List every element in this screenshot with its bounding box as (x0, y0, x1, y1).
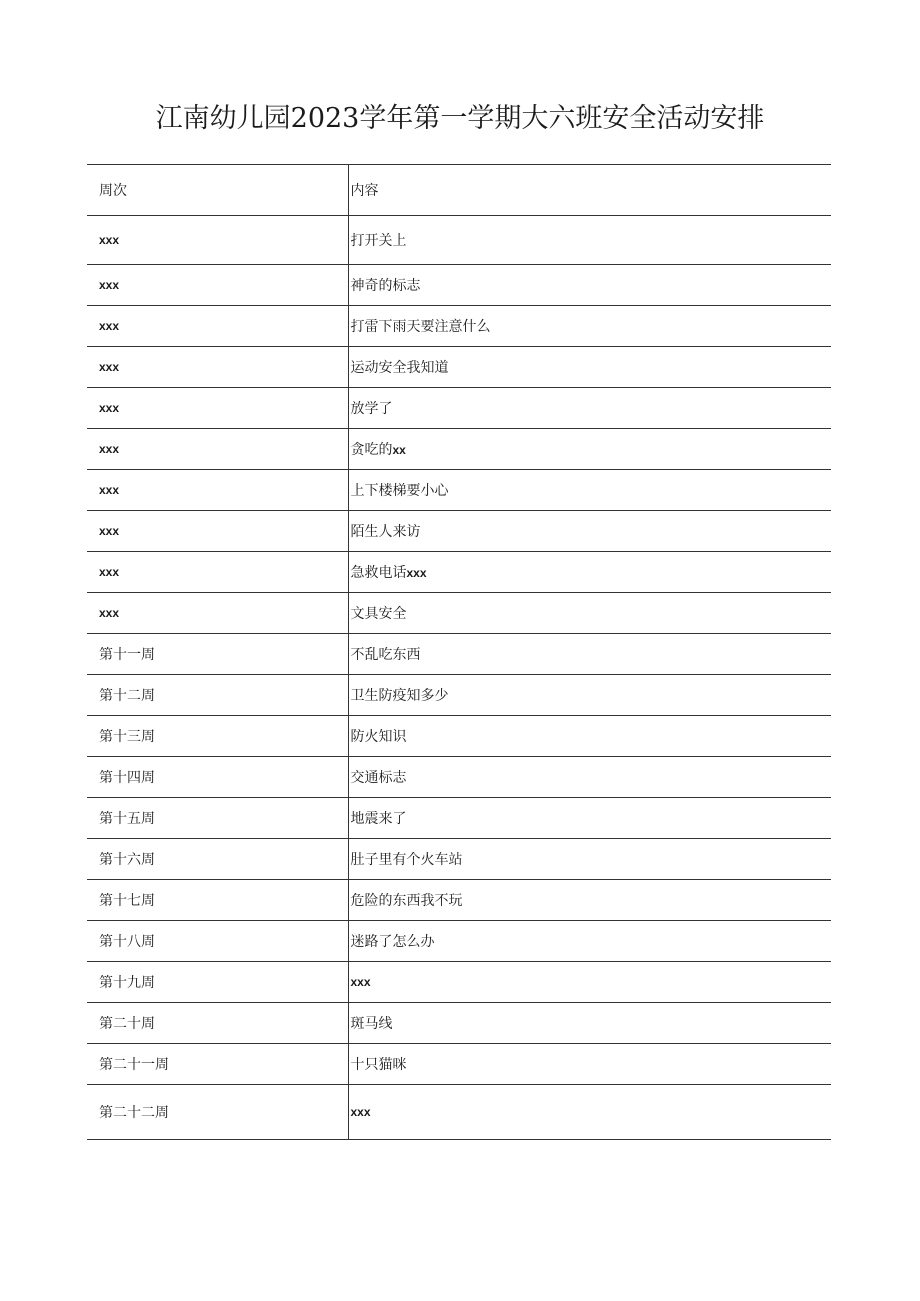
header-week: 周次 (99, 183, 127, 199)
week-cell: xxx (99, 233, 120, 247)
week-cell: 第二十二周 (99, 1105, 169, 1121)
week-cell: 第十八周 (99, 934, 155, 950)
table-row (87, 552, 831, 593)
activity-cell: 放学了 (348, 388, 831, 429)
week-cell: xxx (99, 401, 120, 415)
table-row (87, 265, 831, 306)
table-row (87, 921, 831, 962)
table-row (87, 675, 831, 716)
week-cell: xxx (99, 524, 120, 538)
table-row (87, 216, 831, 265)
activity-cell: xxx (348, 1085, 831, 1140)
page-title: 江南幼儿园2023学年第一学期大六班安全活动安排 (155, 103, 765, 134)
activity-cell: 文具安全 (348, 593, 831, 634)
activity-cell: 斑马线 (348, 1003, 831, 1044)
table-row (87, 347, 831, 388)
table-row (87, 757, 831, 798)
activity-cell: 地震来了 (348, 798, 831, 839)
table-row (87, 798, 831, 839)
week-cell: xxx (99, 319, 120, 333)
table-row (87, 716, 831, 757)
week-cell: xxx (99, 606, 120, 620)
week-cell: 第十七周 (99, 893, 155, 909)
activity-cell: 卫生防疫知多少 (348, 675, 831, 716)
activity-cell: 打开关上 (348, 216, 831, 265)
week-cell: 第十三周 (99, 729, 155, 745)
activity-cell: 迷路了怎么办 (348, 921, 831, 962)
table-row (87, 1085, 831, 1140)
week-cell: xxx (99, 483, 120, 497)
activity-cell: xxx (348, 962, 831, 1003)
header-content: 内容 (348, 165, 831, 216)
table-row (87, 1003, 831, 1044)
table-row (87, 470, 831, 511)
table-row (87, 306, 831, 347)
activity-cell: 急救电话xxx (348, 552, 831, 593)
week-cell: xxx (99, 278, 120, 292)
activity-cell: 上下楼梯要小心 (348, 470, 831, 511)
week-cell: 第十一周 (99, 647, 155, 663)
activity-cell: 危险的东西我不玩 (348, 880, 831, 921)
activity-cell: 运动安全我知道 (348, 347, 831, 388)
activity-cell: 不乱吃东西 (348, 634, 831, 675)
activity-cell: 肚子里有个火车站 (348, 839, 831, 880)
table-row (87, 634, 831, 675)
schedule-body (87, 165, 831, 1140)
activity-cell: 陌生人来访 (348, 511, 831, 552)
table-row (87, 962, 831, 1003)
week-cell: 第十六周 (99, 852, 155, 868)
week-cell: xxx (99, 360, 120, 374)
week-cell: xxx (99, 565, 120, 579)
week-cell: 第十二周 (99, 688, 155, 704)
activity-cell: 十只猫咪 (348, 1044, 831, 1085)
safety-schedule-table (87, 164, 831, 1140)
table-row (87, 511, 831, 552)
activity-cell: 交通标志 (348, 757, 831, 798)
table-row (87, 429, 831, 470)
activity-cell: 神奇的标志 (348, 265, 831, 306)
table-row (87, 880, 831, 921)
table-row (87, 839, 831, 880)
table-row (87, 1044, 831, 1085)
week-cell: xxx (99, 442, 120, 456)
activity-cell: 贪吃的xx (348, 429, 831, 470)
week-cell: 第十九周 (99, 975, 155, 991)
table-row (87, 593, 831, 634)
week-cell: 第十五周 (99, 811, 155, 827)
table-row (87, 388, 831, 429)
week-cell: 第二十周 (99, 1016, 155, 1032)
table-header-row (87, 165, 831, 216)
week-cell: 第十四周 (99, 770, 155, 786)
week-cell: 第二十一周 (99, 1057, 169, 1073)
activity-cell: 防火知识 (348, 716, 831, 757)
activity-cell: 打雷下雨天要注意什么 (348, 306, 831, 347)
